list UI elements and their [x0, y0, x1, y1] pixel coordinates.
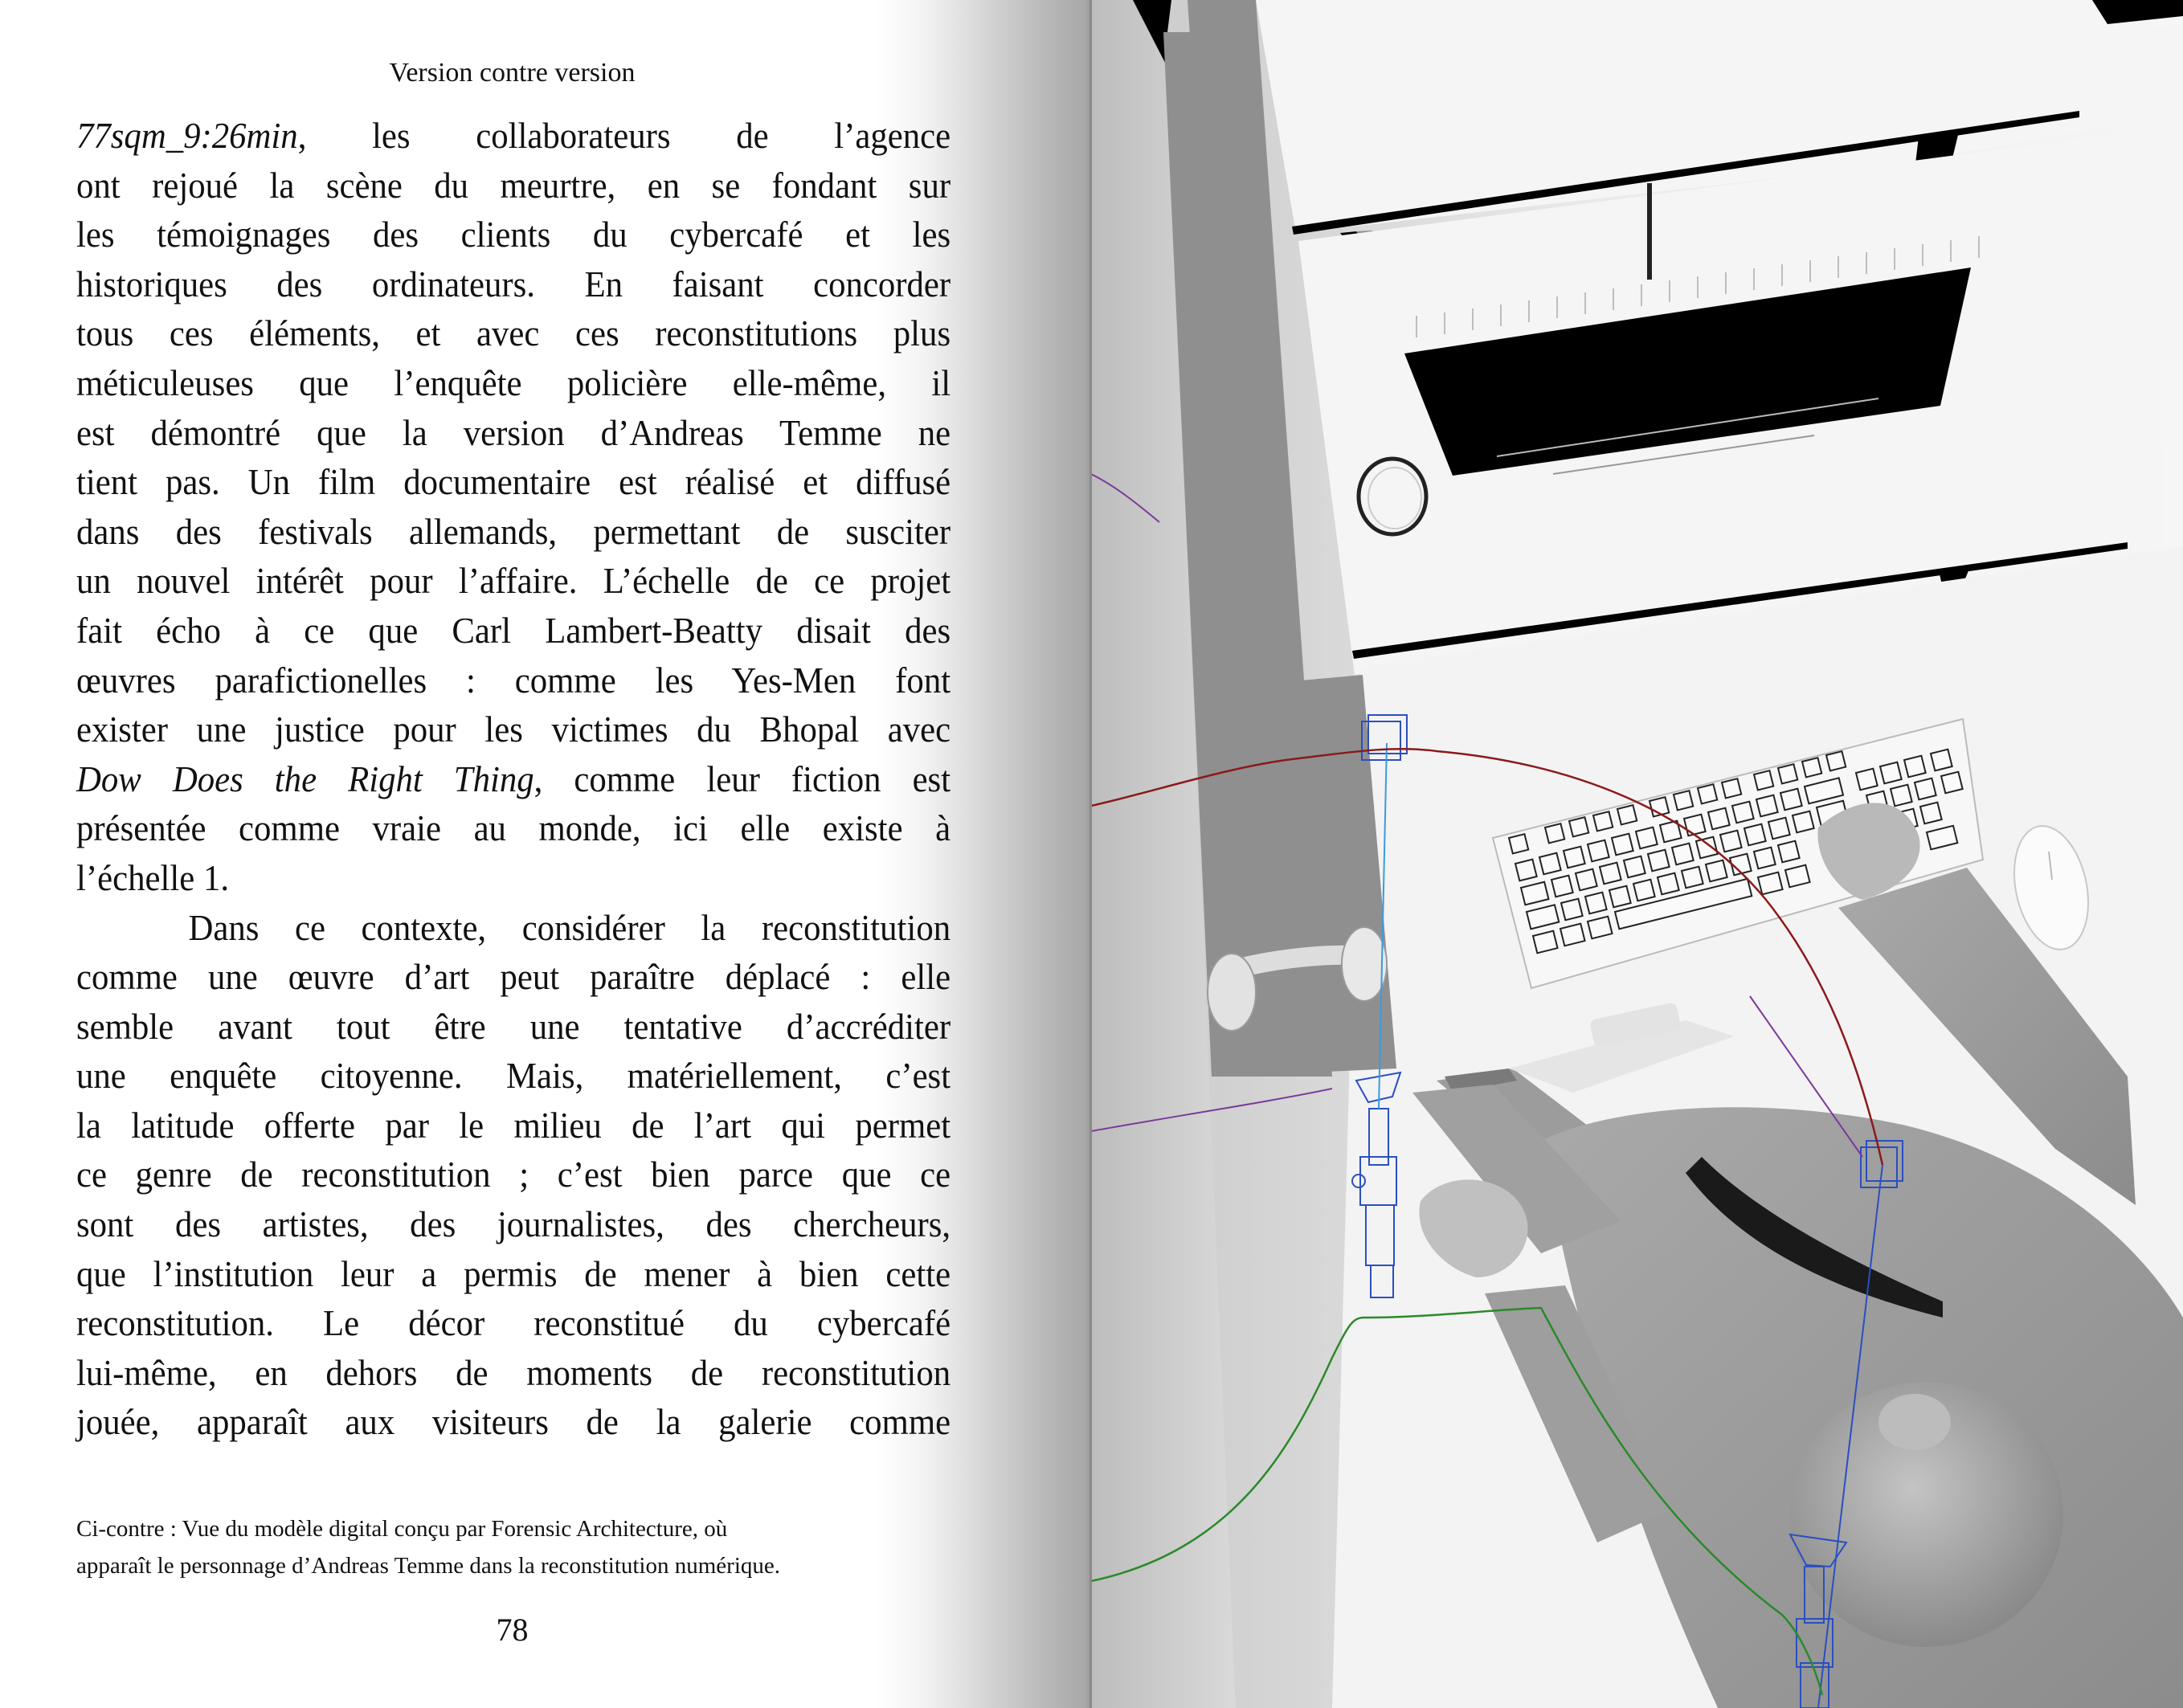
- left-page: [0, 0, 1091, 1708]
- text-line: lui-même, en dehors de moments de reconstitution: [76, 1351, 951, 1393]
- text-line: une enquête citoyenne. Mais, matériellement, c’est: [76, 1055, 951, 1097]
- text-line: l’échelle 1.: [76, 856, 230, 898]
- text-line: méticuleuses que l’enquête policière elle-même, il: [76, 362, 951, 403]
- text-line: présentée comme vraie au monde, ici elle existe à: [76, 807, 951, 849]
- text-line: sont des artistes, des journalistes, des chercheurs,: [76, 1203, 951, 1245]
- text-line: ce genre de reconstitution ; c’est bien parce que ce: [76, 1154, 951, 1195]
- page-number: 78: [496, 1612, 529, 1648]
- text-line: exister une justice pour les victimes du Bhopal avec: [76, 709, 951, 750]
- running-head: Version contre version: [389, 58, 636, 88]
- text-line: tous ces éléments, et avec ces reconstitutions plus: [76, 313, 951, 354]
- text-line: les témoignages des clients du cybercafé et les: [76, 214, 951, 255]
- caption-line: apparaît le personnage d’Andreas Temme dans la reconstitution numérique.: [76, 1553, 781, 1579]
- text-line: comme une œuvre d’art peut paraître déplacé : elle: [76, 956, 951, 998]
- text-line: Dans ce contexte, considérer la reconstitution: [188, 906, 951, 948]
- text-line: que l’institution leur a permis de mener à bien cette: [76, 1252, 951, 1294]
- text-line: reconstitution. Le décor reconstitué du cybercafé: [76, 1302, 951, 1344]
- text-line: historiques des ordinateurs. En faisant concorder: [76, 263, 951, 304]
- text-line: œuvres parafictionelles : comme les Yes-Men font: [76, 659, 951, 701]
- text-line: Dow Does the Right Thing, comme leur fiction est: [76, 758, 951, 799]
- figure-caption: [76, 1510, 1024, 1584]
- text-line: un nouvel intérêt pour l’affaire. L’échelle de ce projet: [76, 560, 951, 602]
- monitor-stand: [1647, 183, 1652, 280]
- caption-line: Ci-contre : Vue du modèle digital conçu par Forensic Architecture, où: [76, 1516, 728, 1542]
- 3d-render-image: [1091, 0, 2183, 1708]
- text-line: fait écho à ce que Carl Lambert-Beatty disait des: [76, 609, 951, 651]
- book-spine: [1089, 0, 1092, 1708]
- text-line: 77sqm_9:26min, les collaborateurs de l’agence: [76, 115, 951, 156]
- text-line: la latitude offerte par le milieu de l’art qui permet: [76, 1104, 951, 1146]
- text-line: tient pas. Un film documentaire est réalisé et diffusé: [76, 461, 951, 503]
- text-line: dans des festivals allemands, permettant de susciter: [76, 510, 951, 552]
- text-line: ont rejoué la scène du meurtre, en se fondant sur: [76, 164, 951, 206]
- text-line: est démontré que la version d’Andreas Temme ne: [76, 411, 951, 453]
- body-text: [76, 111, 951, 1447]
- cable-grommet-inner: [1368, 468, 1421, 529]
- text-line: semble avant tout être une tentative d’accréditer: [76, 1005, 951, 1047]
- right-page-figure: [1091, 0, 2183, 1708]
- text-line: jouée, apparaît aux visiteurs de la galerie comme: [76, 1401, 951, 1443]
